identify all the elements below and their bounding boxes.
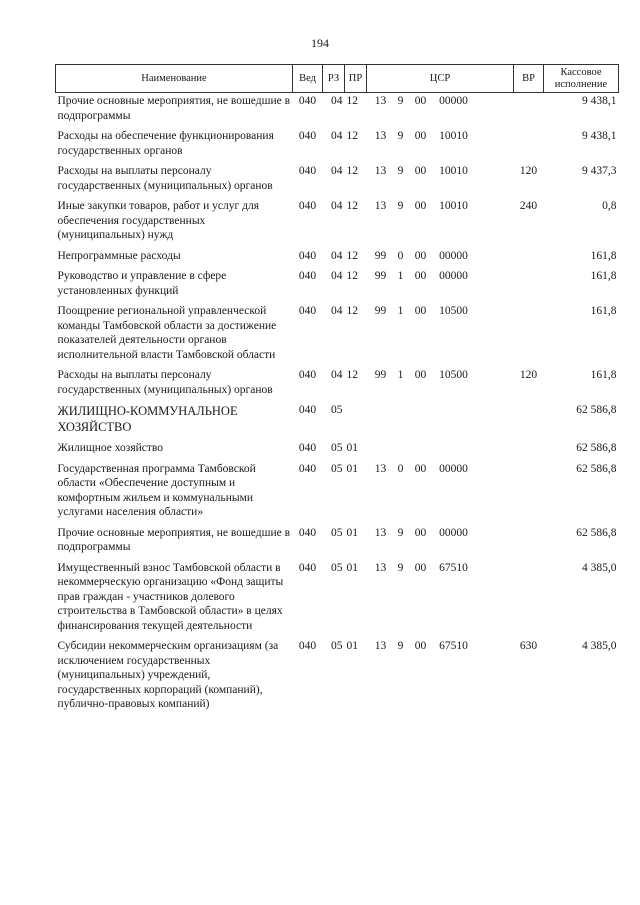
row-vr: 240	[519, 200, 538, 212]
row-csr-part: 9	[397, 130, 404, 142]
row-ved: 040	[298, 249, 317, 262]
row-csr-part: 13	[374, 95, 387, 107]
row-ved: 040	[298, 462, 317, 475]
row-csr-part: 9	[397, 200, 404, 212]
row-name: Жилищное хозяйство	[57, 442, 164, 454]
row-csr-part: 99	[374, 249, 387, 262]
row-csr	[367, 303, 514, 367]
row-csr	[367, 638, 514, 717]
row-pr: 01	[346, 462, 358, 475]
row-vr	[514, 461, 544, 525]
row-csr	[367, 128, 514, 163]
row-csr-part: 00	[414, 526, 427, 539]
row-pr: 01	[346, 640, 358, 652]
row-ved: 040	[298, 561, 317, 574]
row-ved: 040	[298, 305, 317, 317]
row-csr-part: 00	[414, 95, 427, 107]
row-pr: 12	[346, 95, 358, 107]
row-rz: 04	[331, 95, 343, 107]
row-csr-part: 13	[374, 462, 387, 475]
row-csr-part: 10010	[439, 165, 468, 177]
row-vr	[514, 248, 544, 269]
row-pr	[345, 402, 367, 440]
row-csr	[367, 402, 514, 440]
row-rz: 05	[331, 526, 343, 539]
row-csr-part: 00	[414, 561, 427, 574]
row-vr	[514, 93, 544, 129]
row-rz: 04	[331, 270, 343, 282]
row-amount: 161,8	[590, 270, 617, 282]
row-csr-part: 9	[397, 561, 404, 574]
row-name: Расходы на выплаты персоналу государственных (муниципальных) органов	[57, 165, 273, 192]
row-name: Субсидии некоммерческим организациям (за исключением государственных (муниципальных) учреждений, государственных корпораций (компаний), публично-правовых компаний)	[57, 640, 279, 710]
row-pr: 12	[346, 165, 358, 177]
row-ved: 040	[298, 526, 317, 539]
table-row	[56, 303, 619, 367]
row-ved: 040	[298, 165, 317, 177]
row-csr-part: 1	[397, 305, 404, 317]
row-name: ЖИЛИЩНО-КОММУНАЛЬНОЕ ХОЗЯЙСТВО	[57, 404, 238, 434]
row-rz: 04	[331, 305, 343, 317]
row-csr	[367, 560, 514, 639]
row-amount: 4 385,0	[582, 640, 617, 652]
header-csr: ЦСР	[367, 65, 514, 93]
row-csr-part: 99	[374, 305, 387, 317]
table-row	[56, 198, 619, 248]
table-body	[56, 93, 619, 717]
table-row	[56, 440, 619, 461]
row-csr	[367, 525, 514, 560]
row-csr-part: 00	[414, 200, 427, 212]
row-csr-part: 00000	[439, 270, 468, 282]
row-csr	[367, 198, 514, 248]
table-row	[56, 461, 619, 525]
table-row	[56, 560, 619, 639]
row-csr-part: 10500	[439, 305, 468, 317]
row-name: Государственная программа Тамбовской области «Обеспечение доступным и комфортным жильем и коммунальными услугами населения области»	[57, 462, 256, 518]
row-csr-part: 10010	[439, 200, 468, 212]
table-row	[56, 638, 619, 717]
row-pr: 12	[346, 305, 358, 317]
row-rz: 05	[331, 442, 343, 454]
row-csr	[367, 268, 514, 303]
header-amount: Кассовое исполнение	[544, 65, 619, 93]
row-vr: 630	[519, 640, 538, 652]
row-csr-part: 13	[374, 130, 387, 142]
row-pr: 01	[346, 442, 358, 454]
row-csr	[367, 163, 514, 198]
row-csr-part: 00000	[439, 95, 468, 107]
row-amount: 161,8	[590, 249, 617, 262]
row-amount: 4 385,0	[582, 561, 617, 574]
row-name: Непрограммные расходы	[57, 249, 181, 262]
row-vr: 120	[519, 165, 538, 177]
row-csr-part: 67510	[439, 561, 468, 574]
row-csr-part: 99	[374, 270, 387, 282]
row-pr: 12	[346, 270, 358, 282]
row-name: Руководство и управление в сфере установленных функций	[57, 270, 227, 297]
row-ved: 040	[298, 95, 317, 107]
row-name: Поощрение региональной управленческой команды Тамбовской области за достижение показателей деятельности органов исполнительной власти Тамбовской области	[57, 305, 277, 361]
row-csr-part: 00	[414, 369, 427, 381]
header-pr: ПР	[345, 65, 367, 93]
table-row	[56, 525, 619, 560]
row-csr-part: 0	[397, 249, 404, 262]
row-ved: 040	[298, 640, 317, 652]
row-amount: 62 586,8	[576, 442, 617, 454]
row-amount: 9 438,1	[582, 95, 617, 107]
row-name: Прочие основные мероприятия, не вошедшие в подпрограммы	[57, 526, 291, 553]
header-vr: ВР	[514, 65, 544, 93]
row-pr: 01	[346, 561, 358, 574]
row-csr-part: 00	[414, 640, 427, 652]
row-name: Имущественный взнос Тамбовской области в некоммерческую организацию «Фонд защиты прав граждан - участников долевого строительства в Тамбовской области» в целях финансирования текущей деятельности	[57, 561, 284, 632]
row-amount: 9 438,1	[582, 130, 617, 142]
budget-table	[55, 64, 619, 717]
row-csr-part: 10010	[439, 130, 468, 142]
row-ved: 040	[298, 369, 317, 381]
row-amount: 62 586,8	[576, 404, 617, 416]
row-csr-part: 13	[374, 526, 387, 539]
row-rz: 05	[331, 462, 343, 475]
row-vr	[514, 268, 544, 303]
row-csr-part: 00	[414, 249, 427, 262]
row-csr-part: 10500	[439, 369, 468, 381]
row-amount: 62 586,8	[576, 462, 617, 475]
row-ved: 040	[298, 404, 317, 416]
row-amount: 9 437,3	[582, 165, 617, 177]
row-amount: 161,8	[590, 369, 617, 381]
row-rz: 04	[331, 200, 343, 212]
row-rz: 05	[331, 561, 343, 574]
header-name: Наименование	[56, 65, 293, 93]
row-csr	[367, 440, 514, 461]
table-row	[56, 128, 619, 163]
row-csr-part: 00	[414, 305, 427, 317]
row-csr-part: 0	[397, 462, 404, 475]
header-rz: РЗ	[323, 65, 345, 93]
row-pr: 12	[346, 200, 358, 212]
row-vr: 120	[519, 369, 538, 381]
row-amount: 62 586,8	[576, 526, 617, 539]
row-csr-part: 9	[397, 165, 404, 177]
row-vr	[514, 525, 544, 560]
row-csr-part: 1	[397, 270, 404, 282]
row-csr-part: 00000	[439, 249, 468, 262]
row-name: Расходы на обеспечение функционирования государственных органов	[57, 130, 274, 157]
row-csr-part: 00	[414, 270, 427, 282]
table-row	[56, 367, 619, 402]
row-pr: 12	[346, 130, 358, 142]
row-csr-part: 13	[374, 640, 387, 652]
row-csr-part: 00	[414, 130, 427, 142]
row-vr	[514, 560, 544, 639]
row-csr-part: 67510	[439, 640, 468, 652]
row-ved: 040	[298, 130, 317, 142]
row-rz: 04	[331, 369, 343, 381]
row-csr-part: 00000	[439, 462, 468, 475]
row-csr-part: 13	[374, 165, 387, 177]
row-csr-part: 9	[397, 95, 404, 107]
row-name: Расходы на выплаты персоналу государственных (муниципальных) органов	[57, 369, 273, 396]
row-csr-part: 9	[397, 526, 404, 539]
row-vr	[514, 402, 544, 440]
row-csr-part: 13	[374, 200, 387, 212]
row-vr	[514, 303, 544, 367]
page-number: 194	[311, 36, 329, 50]
row-ved: 040	[298, 200, 317, 212]
row-vr	[514, 440, 544, 461]
row-csr-part: 13	[374, 561, 387, 574]
table-row	[56, 248, 619, 269]
row-csr-part: 9	[397, 640, 404, 652]
row-csr	[367, 248, 514, 269]
row-pr: 12	[346, 369, 358, 381]
row-rz: 04	[331, 249, 343, 262]
row-ved: 040	[298, 270, 317, 282]
header-ved: Вед	[293, 65, 323, 93]
table-row	[56, 93, 619, 129]
row-csr-part: 00	[414, 462, 427, 475]
row-csr	[367, 367, 514, 402]
row-pr: 12	[346, 249, 358, 262]
row-csr-part: 00	[414, 165, 427, 177]
table-row	[56, 163, 619, 198]
row-pr: 01	[346, 526, 358, 539]
table-row	[56, 402, 619, 440]
row-rz: 05	[331, 640, 343, 652]
row-csr-part: 1	[397, 369, 404, 381]
table-row	[56, 268, 619, 303]
row-csr-part: 99	[374, 369, 387, 381]
row-name: Иные закупки товаров, работ и услуг для обеспечения государственных (муниципальных) нужд	[57, 200, 259, 241]
row-rz: 05	[331, 404, 343, 416]
row-name: Прочие основные мероприятия, не вошедшие в подпрограммы	[57, 95, 291, 122]
table-header-row	[56, 65, 619, 93]
row-amount: 0,8	[602, 200, 617, 212]
row-rz: 04	[331, 165, 343, 177]
row-csr-part: 00000	[439, 526, 468, 539]
row-amount: 161,8	[590, 305, 617, 317]
row-rz: 04	[331, 130, 343, 142]
row-csr	[367, 461, 514, 525]
row-csr	[367, 93, 514, 129]
row-vr	[514, 128, 544, 163]
row-ved: 040	[298, 442, 317, 454]
